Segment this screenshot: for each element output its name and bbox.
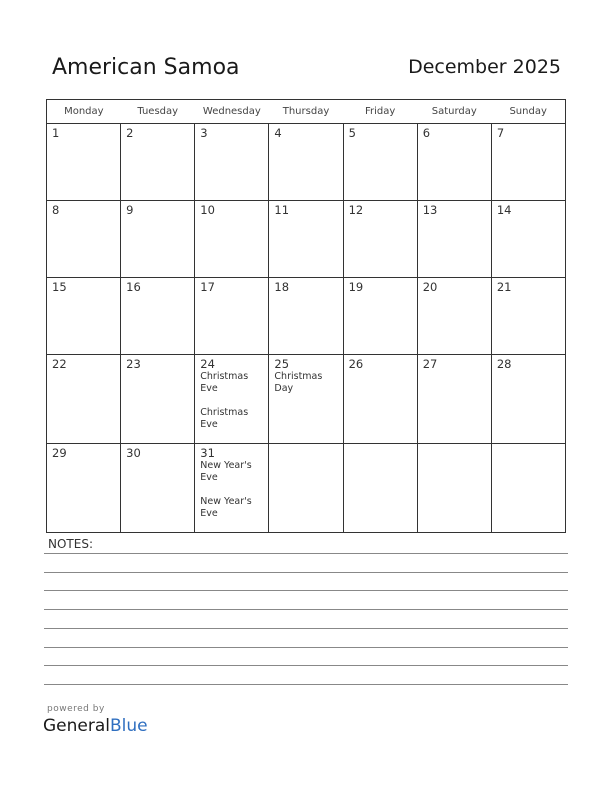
- day-number: 1: [52, 126, 60, 140]
- day-cell: [195, 355, 269, 444]
- notes-line: [44, 553, 568, 554]
- day-cell: [343, 444, 417, 533]
- day-number: 15: [52, 280, 67, 294]
- day-number: 16: [126, 280, 141, 294]
- day-cell: [417, 278, 491, 355]
- calendar-month: December 2025: [408, 56, 561, 78]
- weekday-tuesday: Tuesday: [121, 100, 195, 124]
- day-number: 3: [200, 126, 208, 140]
- day-cell: [121, 124, 195, 201]
- powered-by-text: powered by: [47, 704, 105, 714]
- day-cell: [491, 444, 565, 533]
- day-cell: [417, 124, 491, 201]
- calendar-week-row: [47, 444, 566, 533]
- weekday-monday: Monday: [47, 100, 121, 124]
- calendar-week-row: [47, 355, 566, 444]
- weekday-sunday: Sunday: [491, 100, 565, 124]
- holiday-event: Christmas Eve: [200, 371, 249, 394]
- day-cell: [195, 201, 269, 278]
- day-cell: [417, 201, 491, 278]
- day-number: 21: [496, 280, 512, 294]
- day-cell: [47, 201, 121, 278]
- notes-line: [44, 609, 568, 610]
- day-number: 26: [348, 357, 364, 371]
- day-cell: [269, 124, 343, 201]
- day-cell: [269, 355, 343, 444]
- holiday-event: New Year's Eve: [200, 460, 252, 483]
- day-number: 6: [422, 126, 431, 140]
- day-cell: [269, 201, 343, 278]
- day-cell: [417, 355, 491, 444]
- day-cell: [195, 444, 269, 533]
- holiday-event: Christmas Day: [274, 371, 323, 394]
- day-cell: [343, 278, 417, 355]
- day-cell: [47, 355, 121, 444]
- calendar-week-row: [47, 278, 566, 355]
- day-cell: [195, 124, 269, 201]
- holiday-event: New Year's Eve: [200, 496, 252, 519]
- day-number: 25: [274, 357, 290, 371]
- notes-line: [44, 647, 568, 648]
- day-cell: [491, 355, 565, 444]
- day-number: 11: [274, 203, 290, 217]
- day-cell: [269, 444, 343, 533]
- day-cell: [47, 124, 121, 201]
- brand-blue: Blue: [110, 716, 148, 736]
- day-number: 27: [422, 357, 438, 371]
- day-cell: [121, 278, 195, 355]
- day-number: 30: [126, 446, 141, 460]
- calendar-week-row: [47, 124, 566, 201]
- notes-line: [44, 665, 568, 666]
- day-number: 14: [496, 203, 512, 217]
- day-number: 7: [496, 126, 505, 140]
- notes-label: NOTES:: [48, 537, 93, 551]
- day-cell: [491, 124, 565, 201]
- day-cell: [121, 355, 195, 444]
- day-number: 24: [200, 357, 215, 371]
- day-cell: [195, 278, 269, 355]
- notes-line: [44, 628, 568, 629]
- day-number: 13: [422, 203, 438, 217]
- weekday-wednesday: Wednesday: [195, 100, 269, 124]
- day-number: 5: [348, 126, 356, 140]
- generalblue-logo[interactable]: [43, 716, 148, 736]
- day-number: 31: [200, 446, 215, 460]
- day-cell: [417, 444, 491, 533]
- brand-general: General: [43, 716, 110, 736]
- calendar-week-row: [47, 201, 566, 278]
- day-number: 19: [348, 280, 364, 294]
- day-number: 23: [126, 357, 141, 371]
- day-cell: [47, 444, 121, 533]
- day-number: 17: [200, 280, 215, 294]
- notes-line: [44, 590, 568, 591]
- day-cell: [343, 201, 417, 278]
- day-number: 18: [274, 280, 290, 294]
- day-number: 9: [126, 203, 134, 217]
- day-number: 29: [52, 446, 67, 460]
- day-number: 10: [200, 203, 215, 217]
- day-cell: [47, 278, 121, 355]
- day-cell: [343, 124, 417, 201]
- day-number: 8: [52, 203, 60, 217]
- day-cell: [121, 444, 195, 533]
- weekday-thursday: Thursday: [269, 100, 343, 124]
- calendar-grid: [46, 99, 566, 533]
- day-cell: [343, 355, 417, 444]
- day-number: 4: [274, 126, 282, 140]
- day-cell: [491, 278, 565, 355]
- day-cell: [491, 201, 565, 278]
- weekday-header-row: [47, 100, 566, 124]
- weekday-saturday: Saturday: [417, 100, 491, 124]
- day-number: 2: [126, 126, 134, 140]
- notes-line: [44, 684, 568, 685]
- weekday-friday: Friday: [343, 100, 417, 124]
- day-cell: [269, 278, 343, 355]
- day-number: 28: [496, 357, 512, 371]
- day-number: 12: [348, 203, 364, 217]
- notes-line: [44, 572, 568, 573]
- holiday-event: Christmas Eve: [200, 407, 249, 430]
- day-cell: [121, 201, 195, 278]
- day-number: 20: [422, 280, 438, 294]
- calendar-title: American Samoa: [52, 55, 240, 80]
- day-number: 22: [52, 357, 67, 371]
